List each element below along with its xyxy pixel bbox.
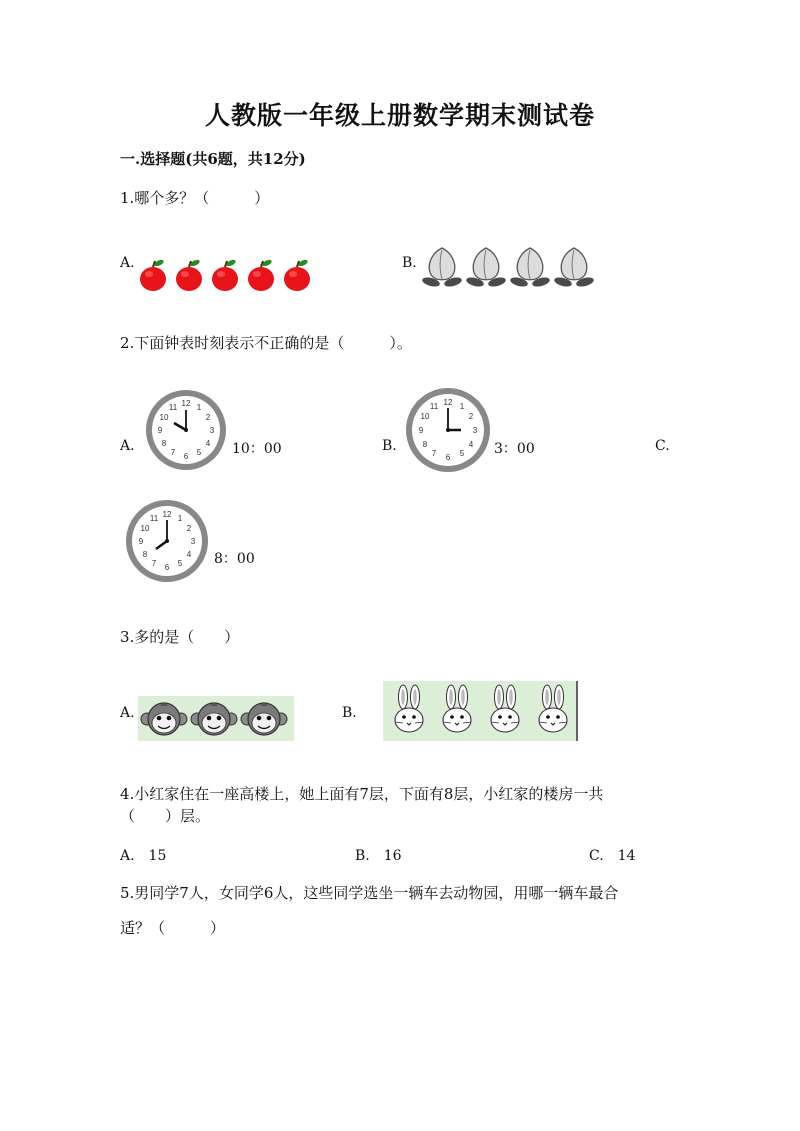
clock-a-icon	[144, 388, 228, 472]
q4-option-c: C. 14	[589, 848, 636, 864]
svg-text:8: 8	[142, 550, 148, 559]
q2-time-a: 10：00	[232, 441, 282, 457]
svg-text:1: 1	[196, 403, 202, 412]
svg-text:11: 11	[149, 514, 159, 523]
section-heading: 一.选择题(共6题，共12分)	[120, 150, 306, 168]
svg-text:7: 7	[151, 559, 157, 568]
svg-text:2: 2	[468, 412, 474, 421]
peaches-group	[418, 244, 598, 290]
clock-b-icon	[404, 386, 492, 474]
svg-text:8: 8	[161, 439, 167, 448]
q1-option-a-label: A.	[120, 255, 135, 271]
svg-text:1: 1	[459, 402, 465, 411]
svg-text:5: 5	[196, 448, 202, 457]
apple-icon	[248, 259, 274, 291]
q4-option-a: A. 15	[120, 848, 167, 864]
svg-text:5: 5	[177, 559, 183, 568]
svg-text:2: 2	[186, 524, 192, 533]
svg-text:9: 9	[138, 537, 144, 546]
svg-text:2: 2	[205, 413, 211, 422]
svg-text:6: 6	[183, 452, 189, 461]
clock-c-icon	[124, 498, 210, 584]
question-5-text-line2: 适？（ ）	[120, 919, 226, 937]
question-4-text-line2: （ ）层。	[120, 807, 211, 825]
monkeys-group	[138, 696, 294, 741]
question-2-text: 2.下面钟表时刻表示不正确的是（ ）。	[120, 334, 412, 352]
svg-text:3: 3	[472, 426, 478, 435]
q2-time-b: 3：00	[494, 441, 535, 457]
svg-text:8: 8	[422, 440, 428, 449]
svg-text:4: 4	[205, 439, 211, 448]
rabbits-group	[383, 681, 579, 741]
svg-text:10: 10	[420, 412, 430, 421]
svg-text:11: 11	[168, 403, 178, 412]
q2-option-a-label: A.	[120, 438, 135, 454]
page-title: 人教版一年级上册数学期末测试卷	[204, 101, 595, 130]
apples-group	[136, 254, 316, 292]
svg-text:1: 1	[177, 514, 183, 523]
svg-text:3: 3	[209, 426, 215, 435]
svg-text:6: 6	[445, 453, 451, 462]
apple-icon	[212, 259, 238, 291]
svg-text:12: 12	[162, 510, 172, 519]
q1-option-b-label: B.	[402, 255, 417, 271]
svg-text:7: 7	[170, 448, 176, 457]
apple-icon	[140, 259, 166, 291]
q2-time-c: 8：00	[214, 551, 255, 567]
svg-text:12: 12	[443, 398, 453, 407]
question-1-text: 1.哪个多？（ ）	[120, 189, 270, 207]
peach-icon	[553, 248, 594, 288]
svg-text:4: 4	[468, 440, 474, 449]
apple-icon	[284, 259, 310, 291]
q2-option-b-label: B.	[382, 438, 397, 454]
apple-icon	[176, 259, 202, 291]
svg-text:3: 3	[190, 537, 196, 546]
svg-text:12: 12	[181, 399, 191, 408]
peach-icon	[421, 248, 462, 288]
question-5-text-line1: 5.男同学7人，女同学6人，这些同学选坐一辆车去动物园，用哪一辆车最合	[120, 884, 619, 902]
svg-text:5: 5	[459, 449, 465, 458]
svg-text:10: 10	[140, 524, 150, 533]
svg-text:7: 7	[431, 449, 437, 458]
q4-option-b: B. 16	[355, 848, 402, 864]
svg-text:9: 9	[418, 426, 424, 435]
svg-text:6: 6	[164, 563, 170, 572]
peach-icon	[509, 248, 550, 288]
svg-text:9: 9	[157, 426, 163, 435]
q2-option-c-label: C.	[655, 438, 670, 454]
question-3-text: 3.多的是（ ）	[120, 628, 240, 646]
svg-text:10: 10	[159, 413, 169, 422]
svg-text:11: 11	[429, 402, 439, 411]
q3-option-a-label: A.	[120, 705, 135, 721]
peach-icon	[465, 248, 506, 288]
q3-option-b-label: B.	[342, 705, 357, 721]
svg-text:4: 4	[186, 550, 192, 559]
question-4-text-line1: 4.小红家住在一座高楼上，她上面有7层，下面有8层，小红家的楼房一共	[120, 785, 604, 803]
